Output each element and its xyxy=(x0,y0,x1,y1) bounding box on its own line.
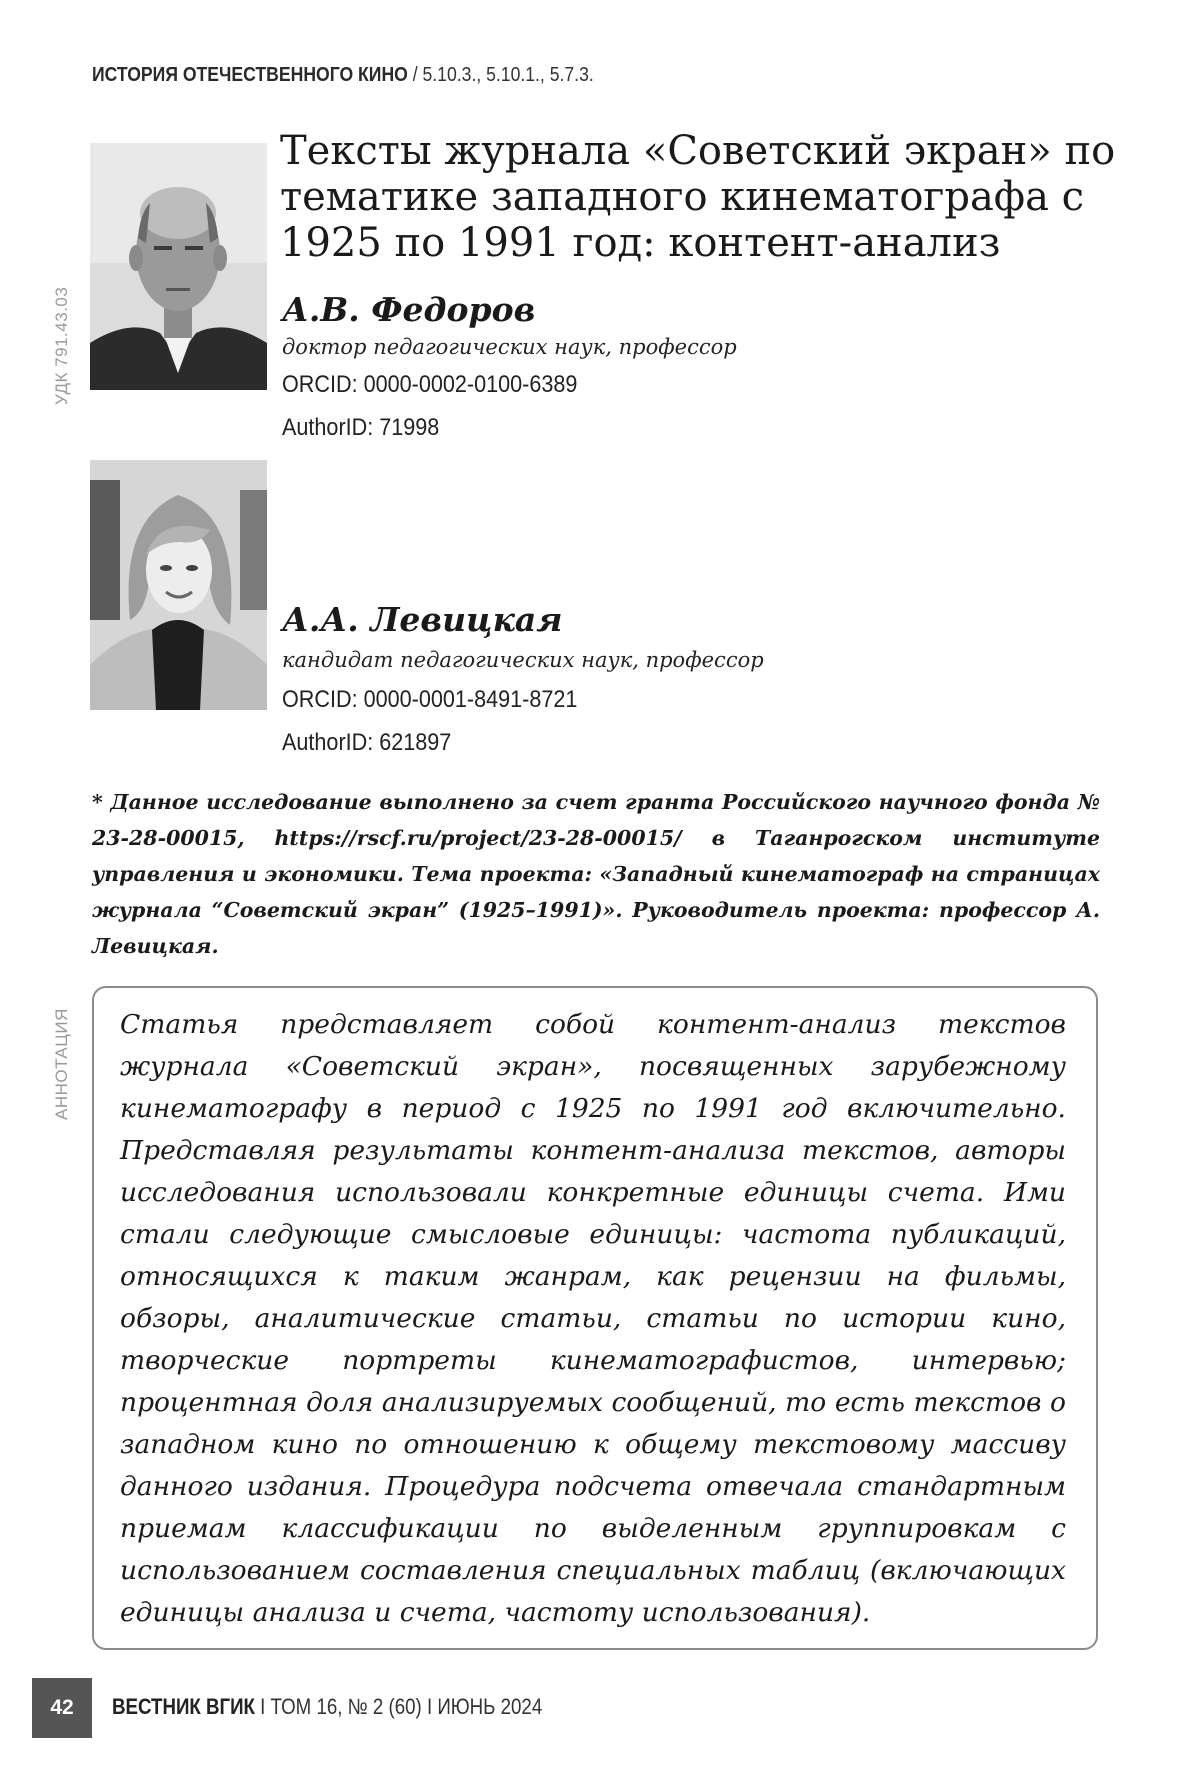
author-name: А.В. Федоров xyxy=(282,290,536,329)
rubric-codes: / 5.10.3., 5.10.1., 5.7.3. xyxy=(407,64,594,86)
author-id: AuthorID: 71998 xyxy=(282,414,440,441)
journal-issue: I ТОМ 16, № 2 (60) I ИЮНЬ 2024 xyxy=(254,1694,543,1719)
footer-journal-info xyxy=(112,1694,542,1720)
author-photo-fedorov xyxy=(90,143,267,390)
author-degree: доктор педагогических наук, профессор xyxy=(282,335,737,359)
running-header xyxy=(92,64,594,87)
rubric-title: ИСТОРИЯ ОТЕЧЕСТВЕННОГО КИНО xyxy=(92,64,408,86)
author-orcid: ORCID: 0000-0001-8491-8721 xyxy=(282,686,578,713)
author-photo-levitskaya xyxy=(90,460,267,710)
abstract-text: Статья представляет собой контент-анализ текстов журнала «Советский экран», посвященных зарубежному кинематографу в период с 1925 по 1991 год включительно. Представляя результаты контент-анализа текстов, авторы исследования использовали конкретные единицы счета. Ими стали следующие смысловые единицы: частота публикаций, относящихся к таким жанрам, как рецензии на фильмы, обзоры, аналитические статьи, статьи по истории кино, творческие портреты кинематографистов, интервью; процентная доля анализируемых сообщений, то есть текстов о западном кино по отношению к общему текстовому массиву данного издания. Процедура подсчета отвечала стандартным приемам классификации по выделенным группировкам с использованием составления специальных таблиц (включающих единицы анализа и счета, частоту использования). xyxy=(120,1009,1066,1628)
author-id: AuthorID: 621897 xyxy=(282,729,452,756)
journal-name: ВЕСТНИК ВГИК xyxy=(112,1694,255,1719)
page-number: 42 xyxy=(32,1678,92,1738)
portrait-man-illustration xyxy=(90,143,267,390)
author-orcid: ORCID: 0000-0002-0100-6389 xyxy=(282,371,578,398)
grant-note: * Данное исследование выполнено за счет гранта Российского научного фонда № 23-28-00015, https://rscf.ru/project/23-28-00015/ в Таганрогском институте управления и экономики. Тема проекта: «Западный кинематограф на страницах журнала “Советский экран” (1925–1991)». Руководитель проекта: профессор А. Левицкая. xyxy=(92,790,1100,958)
portrait-woman-illustration xyxy=(90,460,267,710)
udk-label: УДК 791.43.03 xyxy=(52,286,71,405)
article-title: Тексты журнала «Советский экран» по тематике западного кинематографа с 1925 по 1991 год: контент-анализ xyxy=(280,128,1116,266)
author-degree: кандидат педагогических наук, профессор xyxy=(282,648,764,672)
annotation-label: АННОТАЦИЯ xyxy=(52,1008,71,1120)
author-name: А.А. Левицкая xyxy=(282,600,563,639)
